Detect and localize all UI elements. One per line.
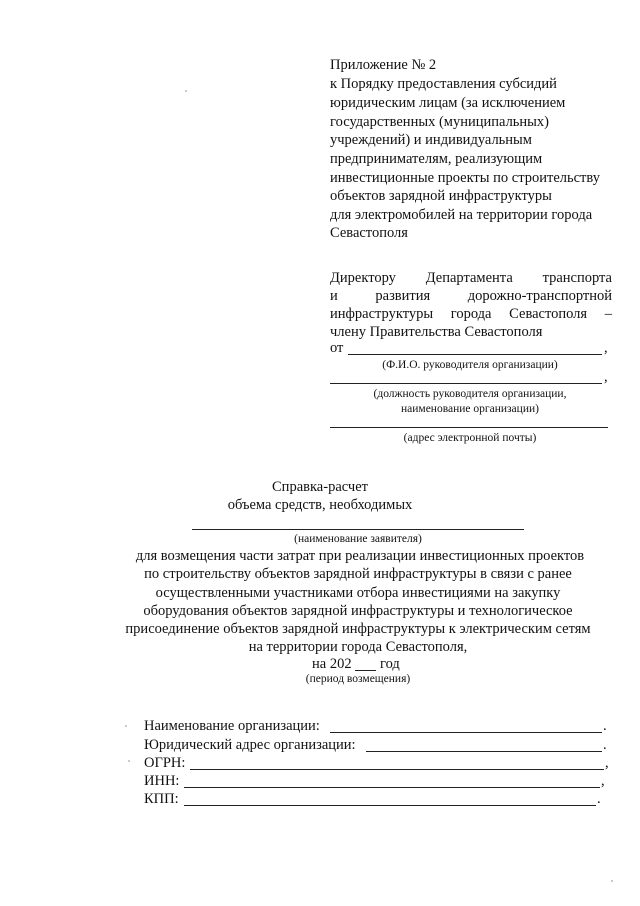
field-end: .: [603, 737, 607, 753]
field-ogrn-line: [190, 769, 604, 770]
scan-speck: [611, 880, 613, 882]
from-hint: (Ф.И.О. руководителя организации): [382, 359, 558, 371]
field-end: .: [597, 791, 601, 807]
appendix-line: государственных (муниципальных): [330, 114, 549, 130]
appendix-line: юридическим лицам (за исключением: [330, 95, 566, 111]
purpose-line: для возмещения части затрат при реализации инвестиционных проектов: [135, 548, 585, 564]
field-org-name-line: [330, 732, 602, 733]
applicant-blank-line: [192, 529, 524, 530]
field-kpp-line: [184, 805, 596, 806]
year-blank-line: [355, 670, 376, 671]
purpose-line: осуществленными участниками отбора инвестициями на закупку: [155, 585, 561, 601]
purpose-line: на территории города Севастополя,: [248, 639, 468, 655]
from-label: от: [330, 340, 344, 356]
addressee-line: и развития дорожно-транспортной: [330, 288, 612, 304]
appendix-line: для электромобилей на территории города: [330, 207, 593, 223]
email-hint: (адрес электронной почты): [403, 432, 537, 444]
addressee-line: инфраструктуры города Севастополя –: [330, 306, 612, 322]
purpose-line: по строительству объектов зарядной инфраструктуры в связи с ранее: [144, 566, 572, 582]
field-inn-label: ИНН:: [144, 773, 180, 789]
appendix-line: предпринимателям, реализующим: [330, 151, 543, 167]
field-org-name-label: Наименование организации:: [144, 718, 320, 734]
addressee-line: члену Правительства Севастополя: [330, 324, 543, 340]
appendix-line: учреждений) и индивидуальным: [330, 132, 532, 148]
scan-speck: [125, 725, 127, 727]
comma: ,: [604, 369, 608, 385]
appendix-line: Севастополя: [330, 225, 408, 241]
comma: ,: [604, 340, 608, 356]
purpose-line: присоединение объектов зарядной инфраструктуры к электрическим сетям: [125, 621, 591, 637]
appendix-line: инвестиционные проекты по строительству: [330, 170, 600, 186]
field-end: ,: [601, 773, 605, 789]
appendix-line: объектов зарядной инфраструктуры: [330, 188, 552, 204]
scan-speck: [128, 760, 130, 762]
addressee-line: Директору Департамента транспорта: [330, 270, 612, 286]
scan-speck: [185, 90, 187, 92]
doc-subtitle: объема средств, необходимых: [227, 497, 413, 513]
field-kpp-label: КПП:: [144, 791, 179, 807]
field-end: .: [603, 718, 607, 734]
period-hint: (период возмещения): [305, 673, 411, 685]
doc-title: Справка-расчет: [272, 479, 368, 495]
applicant-hint: (наименование заявителя): [294, 533, 422, 545]
field-legal-address-line: [366, 751, 602, 752]
name-blank-line: [348, 354, 602, 355]
year-prefix: на 202: [312, 656, 352, 672]
field-inn-line: [184, 787, 600, 788]
field-legal-address-label: Юридический адрес организации:: [144, 737, 356, 753]
email-blank-line: [330, 427, 608, 428]
appendix-title: Приложение № 2: [330, 57, 437, 73]
year-suffix: год: [380, 656, 400, 672]
appendix-line: к Порядку предоставления субсидий: [330, 76, 557, 92]
position-hint: наименование организации): [401, 403, 539, 415]
purpose-line: оборудования объектов зарядной инфраструктуры и технологическое: [143, 603, 573, 619]
position-hint: (должность руководителя организации,: [373, 388, 567, 400]
field-ogrn-label: ОГРН:: [144, 755, 186, 771]
field-end: ,: [605, 755, 609, 771]
position-blank-line: [330, 383, 602, 384]
